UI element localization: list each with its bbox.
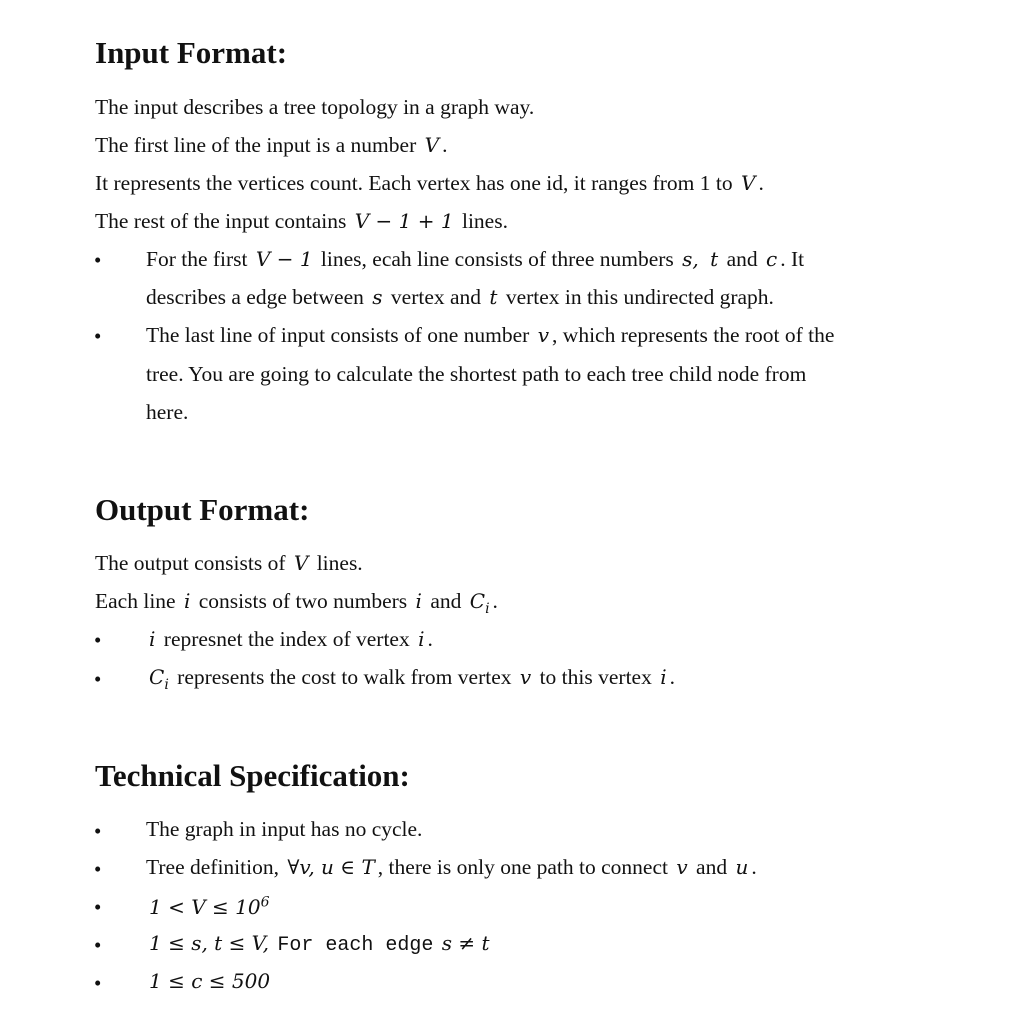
math-var: i [418,627,425,651]
tech-spec-heading: Technical Specification: [95,758,410,793]
math-expr: V − 1 + 1 [354,209,454,233]
math-var: c [766,247,778,271]
text: . [492,589,498,613]
math-var: i [183,589,191,613]
subscript: i [164,677,169,693]
text: Tree definition, [146,855,279,879]
math-var: v [519,665,532,689]
text: to this vertex [539,665,652,689]
tech-bullet-5 [146,971,273,993]
bullet-icon: • [94,895,102,919]
bullet-icon: • [94,971,102,995]
text: The first line of the input is a number [95,133,417,157]
text: , there is only one path to connect [377,855,668,879]
math-expr: s ≠ t [441,931,490,955]
text: C [149,665,165,689]
text: , which represents the root of the [552,323,835,347]
text: Each line [95,589,176,613]
text: and [696,855,728,879]
text: . [669,665,675,689]
output-line-2 [95,591,498,616]
text: lines, ecah line consists of three numbers [320,247,674,271]
text: vertex in this undirected graph. [505,285,774,309]
output-format-heading: Output Format: [95,492,310,527]
math-var [146,665,172,693]
math-var: t [489,285,498,309]
math-var: i [149,627,156,651]
math-var: s, [682,247,699,271]
text: . [758,171,764,195]
math-var: V [740,171,756,195]
text: vertex and [390,285,482,309]
input-line-1: The input describes a tree topology in a graph way. [95,95,535,119]
math-var: V [424,133,440,157]
input-bullet-2-line-3: here. [146,400,189,424]
text: consists of two numbers [198,589,408,613]
output-bullet-1 [146,629,433,651]
output-line-1 [95,553,363,575]
math-expr [146,895,272,919]
input-line-3 [95,173,764,195]
math-expr: 1 ≤ c ≤ 500 [149,969,271,993]
text: . It [780,247,805,271]
math-var: t [710,247,719,271]
output-bullet-2 [146,667,675,692]
bullet-icon: • [94,667,102,691]
math-expr: 1 ≤ s, t ≤ V, [149,931,269,955]
math-expr: V − 1 [255,247,313,271]
input-bullet-2-line-1 [146,325,834,347]
tech-bullet-2 [146,857,757,879]
text: lines. [316,551,363,575]
text: C [469,589,486,613]
math-var: u [735,855,749,879]
tech-bullet-1: The graph in input has no cycle. [146,817,423,841]
math-var [467,589,493,617]
tech-bullet-4 [146,933,493,956]
text: For each edge [277,934,434,957]
math-var: v [537,323,550,347]
text: The output consists of [95,551,286,575]
math-var: i [415,589,422,613]
text: For the first [146,247,248,271]
text: 1 < V ≤ 10 [149,894,261,919]
bullet-icon: • [94,933,102,957]
text: . [442,133,448,157]
input-format-heading: Input Format: [95,35,288,70]
math-var: V [293,551,309,575]
input-line-2 [95,135,447,157]
text: It represents the vertices count. Each vertex has one id, it ranges from 1 to [95,171,733,195]
text: and [430,589,462,613]
input-line-4 [95,211,508,233]
text: and [726,247,758,271]
input-bullet-1-line-2 [146,287,774,309]
text: The last line of input consists of one number [146,323,530,347]
text: . [751,855,757,879]
tech-bullet-3 [146,895,272,918]
text: represnet the index of vertex [163,627,410,651]
text: represents the cost to walk from vertex [177,665,512,689]
bullet-icon: • [94,819,102,843]
text: The rest of the input contains [95,209,347,233]
math-var: v [676,855,688,879]
text: lines. [461,209,508,233]
bullet-icon: • [94,248,102,272]
subscript: i [485,601,490,617]
text: describes a edge between [146,285,364,309]
bullet-icon: • [94,628,102,652]
math-var: s [372,285,383,309]
math-var: i [660,665,667,689]
text: . [427,627,433,651]
bullet-icon: • [94,857,102,881]
input-bullet-1-line-1 [146,249,804,271]
superscript: 6 [260,894,270,910]
input-bullet-2-line-2: tree. You are going to calculate the shortest path to each tree child node from [146,362,807,386]
math-expr: ∀v, u ∈ T [287,855,375,879]
bullet-icon: • [94,324,102,348]
